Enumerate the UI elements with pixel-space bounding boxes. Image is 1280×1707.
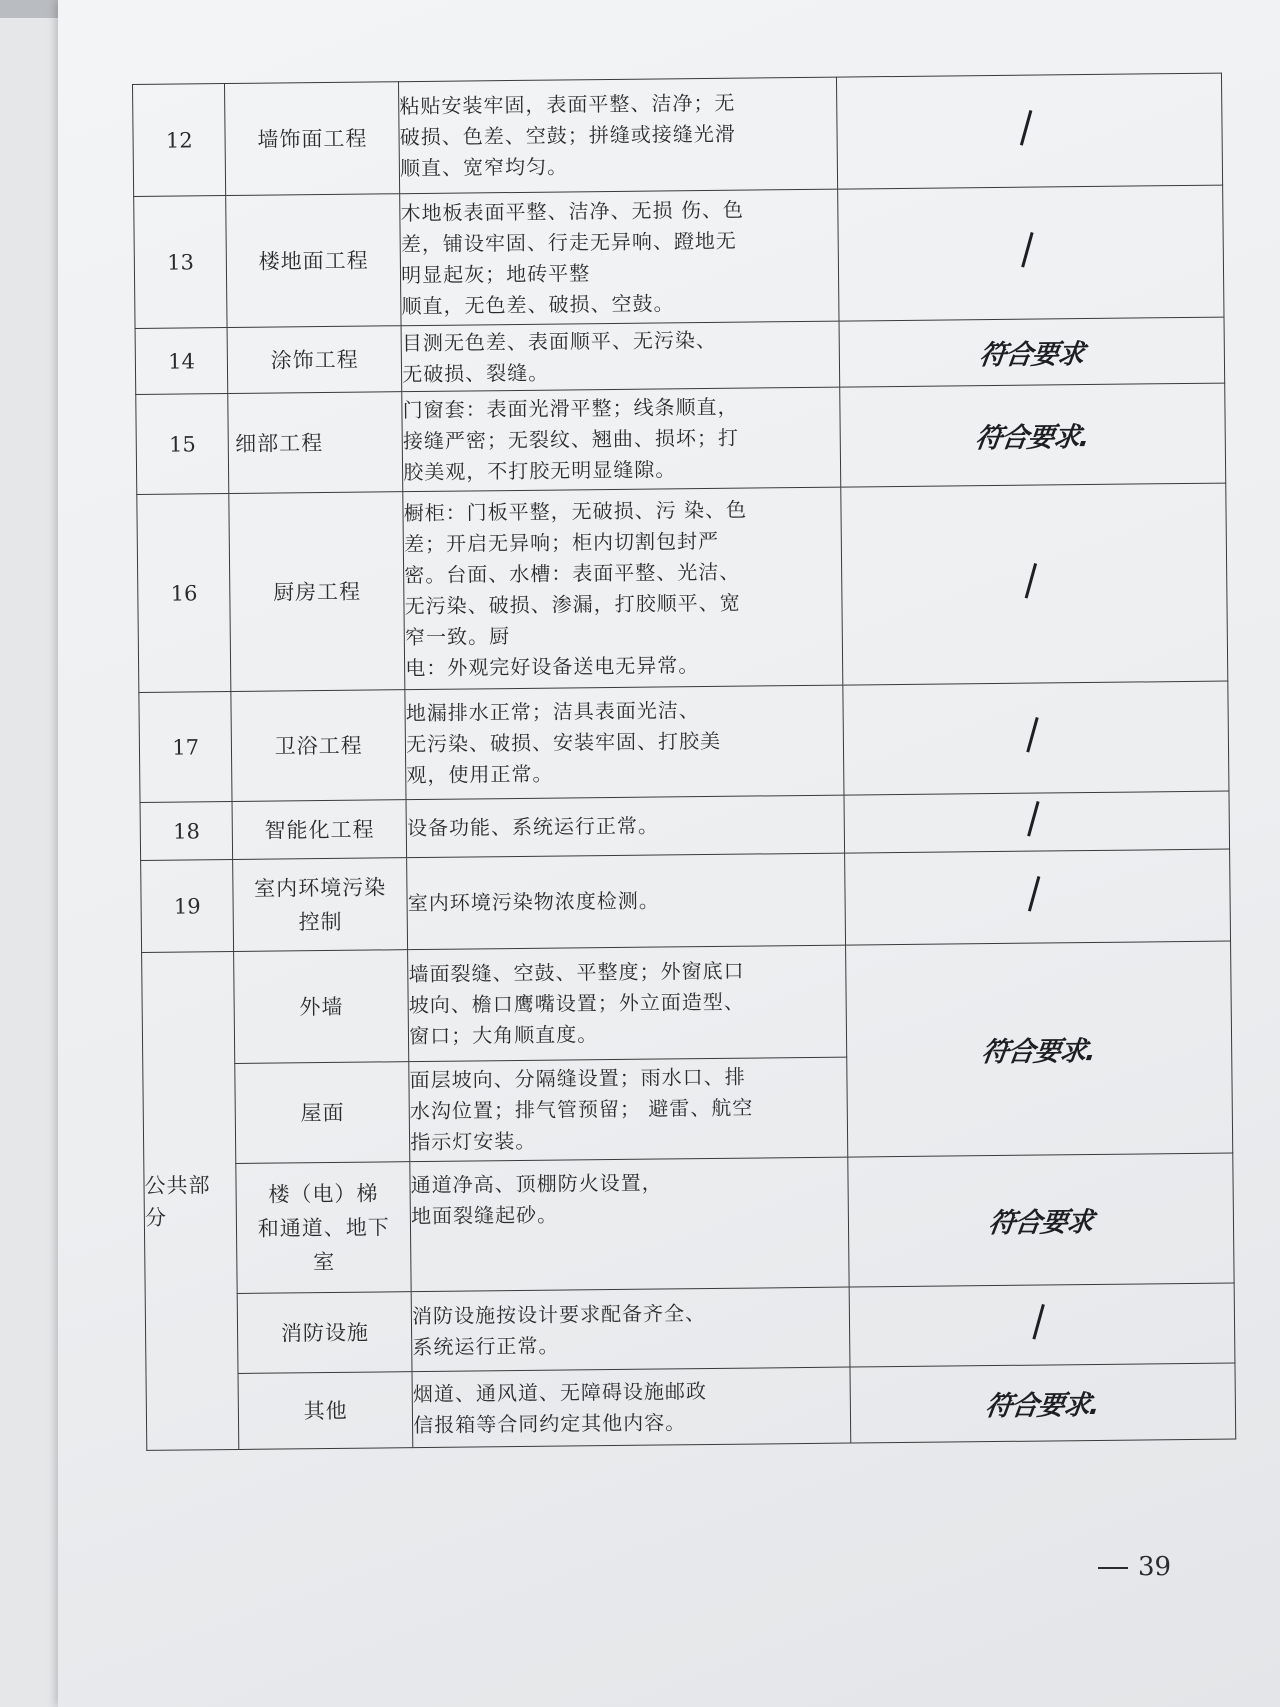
standard-text: 面层坡向、分隔缝设置；雨水口、排 水沟位置；排气管预留； 避雷、航空 指示灯安装。 bbox=[409, 1057, 848, 1162]
table-row bbox=[137, 483, 1228, 692]
standard-text: 木地板表面平整、洁净、无损 伤、色 差，铺设牢固、行走无异响、蹬地无 明显起灰；地砖平整 顺直，无色差、破损、空鼓。 bbox=[400, 189, 839, 326]
slash-mark bbox=[1028, 876, 1046, 913]
result-slash bbox=[843, 681, 1229, 795]
row-number: 17 bbox=[139, 691, 233, 802]
standard-text: 地漏排水正常；洁具表面光洁、 无污染、破损、安装牢固、打胶美 观，使用正常。 bbox=[405, 685, 844, 800]
table-row bbox=[141, 849, 1231, 952]
table-row bbox=[134, 185, 1224, 328]
standard-text: 橱柜：门板平整，无破损、污 染、色 差；开启无异响；柜内切割包封严 密。台面、水槽：表面平整、光洁、 无污染、破损、渗漏，打胶顺平、宽 窄一致。厨 电：外观完好设备送电无异常。 bbox=[403, 487, 843, 690]
row-number: 18 bbox=[140, 801, 233, 860]
table-row bbox=[133, 73, 1223, 196]
page-dash bbox=[1098, 1567, 1128, 1569]
table-row bbox=[144, 1153, 1234, 1294]
result-slash bbox=[836, 73, 1222, 189]
standard-text: 消防设施按设计要求配备齐全、 系统运行正常。 bbox=[411, 1287, 850, 1372]
item-name: 墙饰面工程 bbox=[225, 82, 400, 196]
slash-mark bbox=[1022, 232, 1040, 269]
standard-text: 粘贴安装牢固，表面平整、洁净；无 破损、色差、空鼓；拼缝或接缝光滑 顺直、宽窄均匀。 bbox=[399, 77, 838, 194]
inspection-table bbox=[132, 73, 1236, 1451]
item-name: 其他 bbox=[238, 1372, 413, 1450]
item-name: 细部工程 bbox=[228, 392, 403, 494]
handwritten-result: 符合要求. bbox=[983, 1389, 1102, 1423]
row-number: 19 bbox=[141, 859, 234, 952]
standard-text: 设备功能、系统运行正常。 bbox=[406, 795, 844, 858]
table-row bbox=[145, 1283, 1235, 1374]
standard-text: 室内环境污染物浓度检测。 bbox=[407, 853, 846, 950]
table-row bbox=[142, 941, 1232, 1064]
item-name: 屋面 bbox=[235, 1062, 410, 1164]
item-name: 楼（电）梯 和通道、地下 室 bbox=[236, 1162, 411, 1294]
page-number bbox=[1098, 1552, 1171, 1582]
standard-text: 墙面裂缝、空鼓、平整度；外窗底口 坡向、檐口鹰嘴设置；外立面造型、 窗口；大角顺直度。 bbox=[408, 945, 847, 1062]
slash-mark bbox=[1033, 1304, 1051, 1341]
page-number-text: 39 bbox=[1138, 1552, 1172, 1582]
handwritten-result: 符合要求. bbox=[980, 1035, 1098, 1069]
slash-mark bbox=[1020, 110, 1038, 147]
public-group-label: 公共部 分 bbox=[142, 951, 240, 1450]
result-slash bbox=[849, 1283, 1235, 1367]
item-name: 外墙 bbox=[234, 950, 409, 1064]
slash-mark bbox=[1025, 563, 1043, 600]
handwritten-result: 符合要求. bbox=[973, 421, 1091, 455]
table-row bbox=[146, 1363, 1236, 1450]
standard-text: 门窗套：表面光滑平整；线条顺直， 接缝严密；无裂纹、翘曲、损坏；打 胶美观，不打胶无明显缝隙。 bbox=[402, 387, 841, 492]
item-name: 厨房工程 bbox=[229, 492, 405, 692]
row-number: 15 bbox=[136, 394, 229, 495]
standard-text: 通道净高、顶棚防火设置， 地面裂缝起砂。 bbox=[410, 1157, 849, 1292]
slash-mark bbox=[1028, 801, 1046, 838]
result-slash bbox=[841, 483, 1228, 685]
row-number: 14 bbox=[135, 328, 228, 395]
item-name: 智能化工程 bbox=[232, 800, 406, 860]
result-slash bbox=[838, 185, 1224, 321]
document-page bbox=[58, 0, 1280, 1707]
handwritten-result: 符合要求 bbox=[977, 339, 1086, 372]
slash-mark bbox=[1027, 717, 1045, 754]
item-name: 涂饰工程 bbox=[227, 326, 401, 394]
row-number: 13 bbox=[134, 196, 228, 329]
standard-text: 烟道、通风道、无障碍设施邮政 信报箱等合同约定其他内容。 bbox=[412, 1367, 851, 1448]
table-row bbox=[136, 383, 1226, 494]
row-number: 16 bbox=[137, 494, 231, 693]
item-name: 消防设施 bbox=[238, 1292, 413, 1374]
item-name: 卫浴工程 bbox=[231, 690, 406, 802]
result-slash bbox=[844, 791, 1230, 853]
table-row bbox=[139, 681, 1229, 802]
handwritten-result: 符合要求 bbox=[986, 1206, 1095, 1240]
item-name: 室内环境污染 控制 bbox=[233, 858, 408, 952]
table-row bbox=[135, 317, 1225, 394]
result-slash bbox=[845, 849, 1231, 945]
item-name: 楼地面工程 bbox=[226, 194, 401, 328]
standard-text: 目测无色差、表面顺平、无污染、 无破损、裂缝。 bbox=[401, 321, 839, 392]
row-number: 12 bbox=[133, 84, 227, 197]
